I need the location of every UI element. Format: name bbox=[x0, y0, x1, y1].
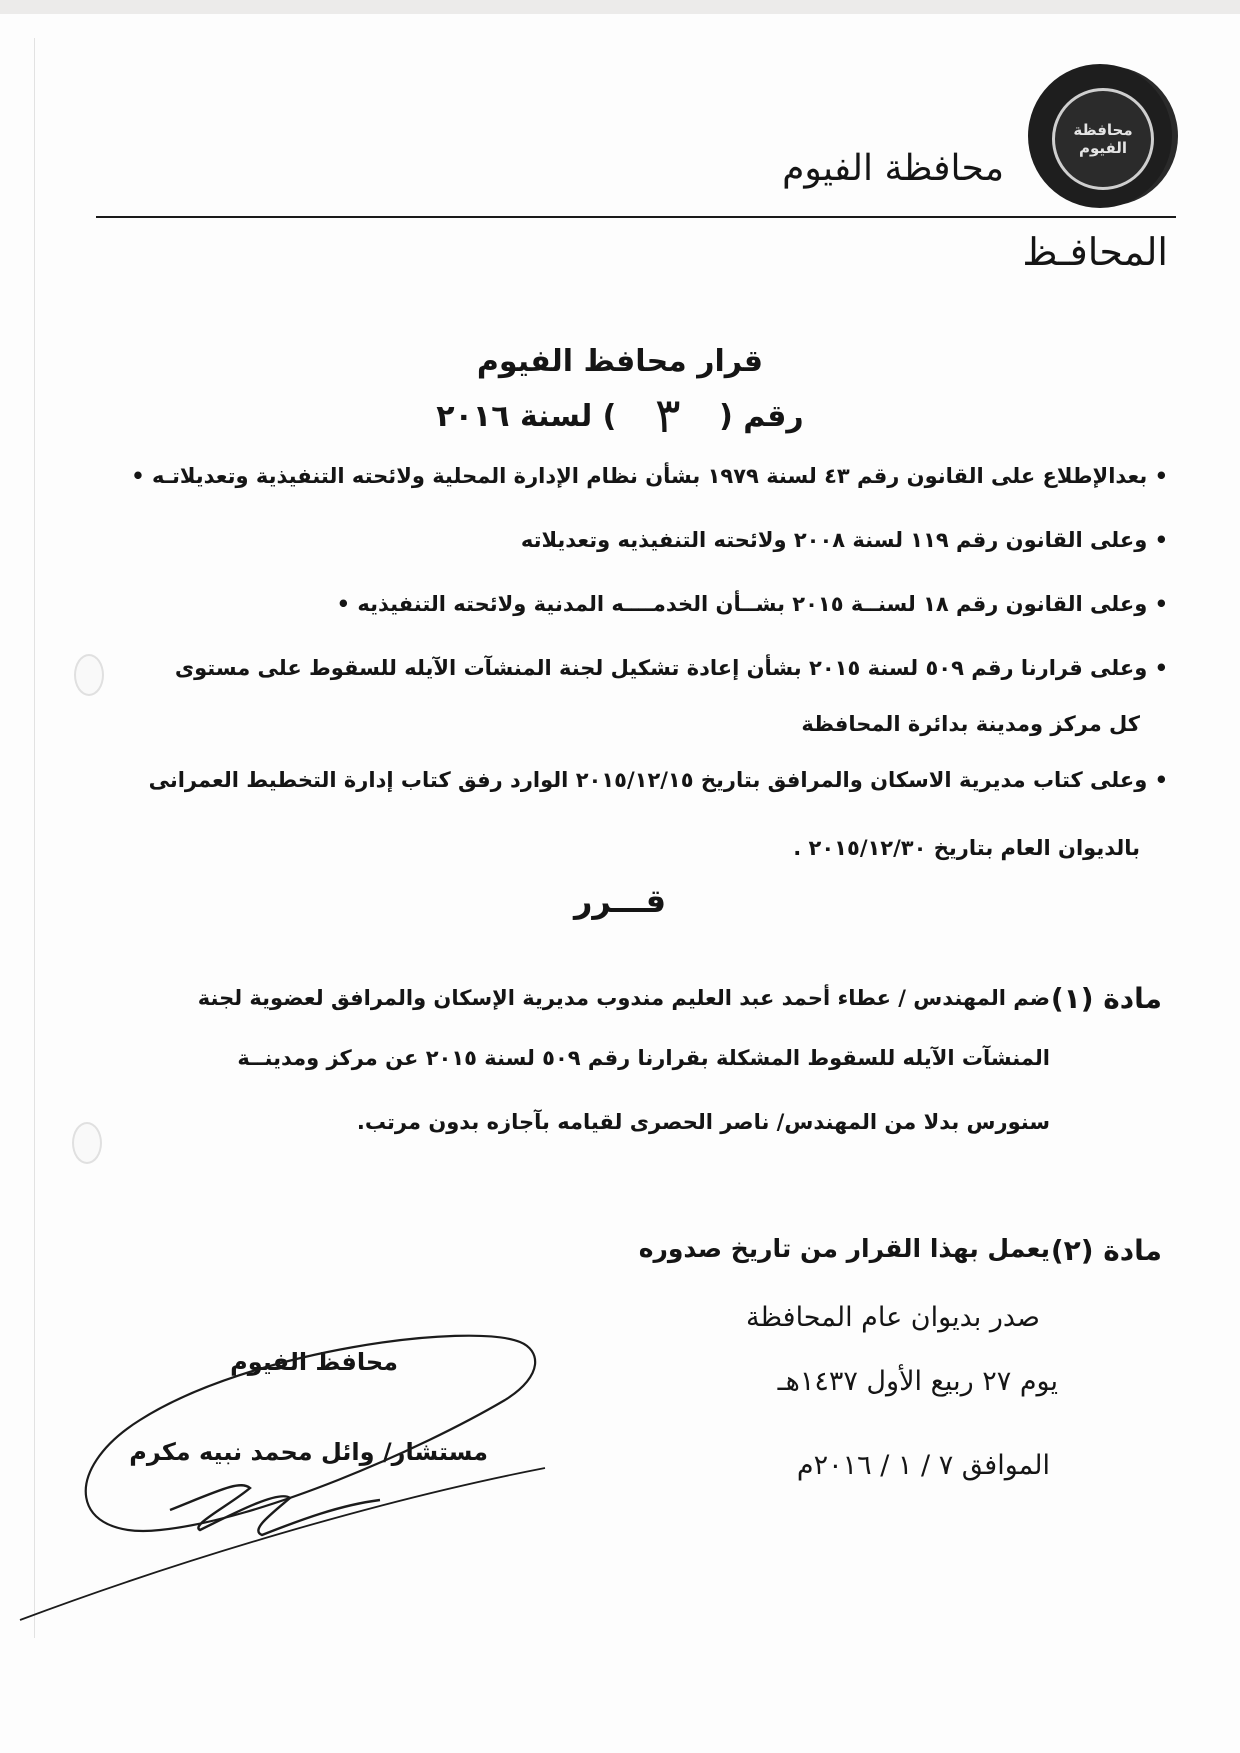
governor-office-label: المحافـظ bbox=[1022, 230, 1168, 274]
article-1-line-3: سنورس بدلا من المهندس/ ناصر الحصرى لقيامه بآجازه بدون مرتب. bbox=[356, 1110, 1050, 1134]
decision-number: ٣ bbox=[654, 388, 681, 444]
seal-lettering: محافظة الفيوم bbox=[1073, 121, 1133, 157]
header-divider bbox=[96, 216, 1176, 218]
hijri-date: يوم ٢٧ ربيع الأول ١٤٣٧هـ bbox=[777, 1366, 1058, 1397]
decision-number-prefix: رقم ( bbox=[719, 399, 804, 434]
preamble-line-5-cont: بالديوان العام بتاريخ ٢٠١٥/١٢/٣٠ . bbox=[793, 836, 1140, 860]
scan-top-edge bbox=[0, 0, 1240, 14]
governorate-seal-logo bbox=[1028, 64, 1172, 208]
decision-number-line bbox=[0, 388, 1240, 444]
article-1-line-1: ضم المهندس / عطاء أحمد عبد العليم مندوب مديرية الإسكان والمرافق لعضوية لجنة bbox=[197, 986, 1050, 1010]
punch-hole-mark bbox=[72, 1122, 102, 1164]
article-2-line-1: يعمل بهذا القرار من تاريخ صدوره bbox=[638, 1234, 1050, 1263]
decision-number-suffix: ) لسنة ٢٠١٦ bbox=[436, 399, 617, 434]
preamble-line-2: • وعلى القانون رقم ١١٩ لسنة ٢٠٠٨ ولائحته التنفيذيه وتعديلاته bbox=[520, 528, 1168, 552]
preamble-line-4: • وعلى قرارنا رقم ٥٠٩ لسنة ٢٠١٥ بشأن إعادة تشكيل لجنة المنشآت الآيله للسقوط على مستوى bbox=[174, 656, 1168, 680]
preamble-line-1: • بعدالإطلاع على القانون رقم ٤٣ لسنة ١٩٧٩ بشأن نظام الإدارة المحلية ولائحته التنفيذية وتعديلاتـه • bbox=[131, 464, 1168, 488]
preamble-line-5: • وعلى كتاب مديرية الاسكان والمرافق بتاريخ ٢٠١٥/١٢/١٥ الوارد رفق كتاب إدارة التخطيط العمرانى bbox=[148, 768, 1168, 792]
governorate-name: محافظة الفيوم bbox=[782, 148, 1004, 189]
article-1-label: مادة (١) bbox=[1050, 982, 1162, 1015]
gregorian-date: الموافق ٧ / ١ / ٢٠١٦م bbox=[796, 1450, 1050, 1481]
signatory-name: مستشار/ وائل محمد نبيه مكرم bbox=[129, 1438, 488, 1466]
handwritten-signature bbox=[0, 1330, 600, 1650]
decision-title: قرار محافظ الفيوم bbox=[476, 344, 764, 379]
signatory-title: محافظ الفيوم bbox=[230, 1348, 398, 1376]
preamble-line-3: • وعلى القانون رقم ١٨ لسنــة ٢٠١٥ بشــأن الخدمــــه المدنية ولائحته التنفيذيه • bbox=[336, 592, 1168, 616]
preamble-line-4-cont: كل مركز ومدينة بدائرة المحافظة bbox=[801, 712, 1140, 736]
punch-hole-mark bbox=[74, 654, 104, 696]
article-2-label: مادة (٢) bbox=[1050, 1234, 1162, 1267]
decided-heading: قـــرر bbox=[573, 882, 667, 920]
issued-at: صدر بديوان عام المحافظة bbox=[746, 1302, 1040, 1333]
seal-emblem bbox=[1052, 88, 1154, 190]
article-1-line-2: المنشآت الآيله للسقوط المشكلة بقرارنا رقم ٥٠٩ لسنة ٢٠١٥ عن مركز ومدينــة bbox=[237, 1046, 1050, 1070]
